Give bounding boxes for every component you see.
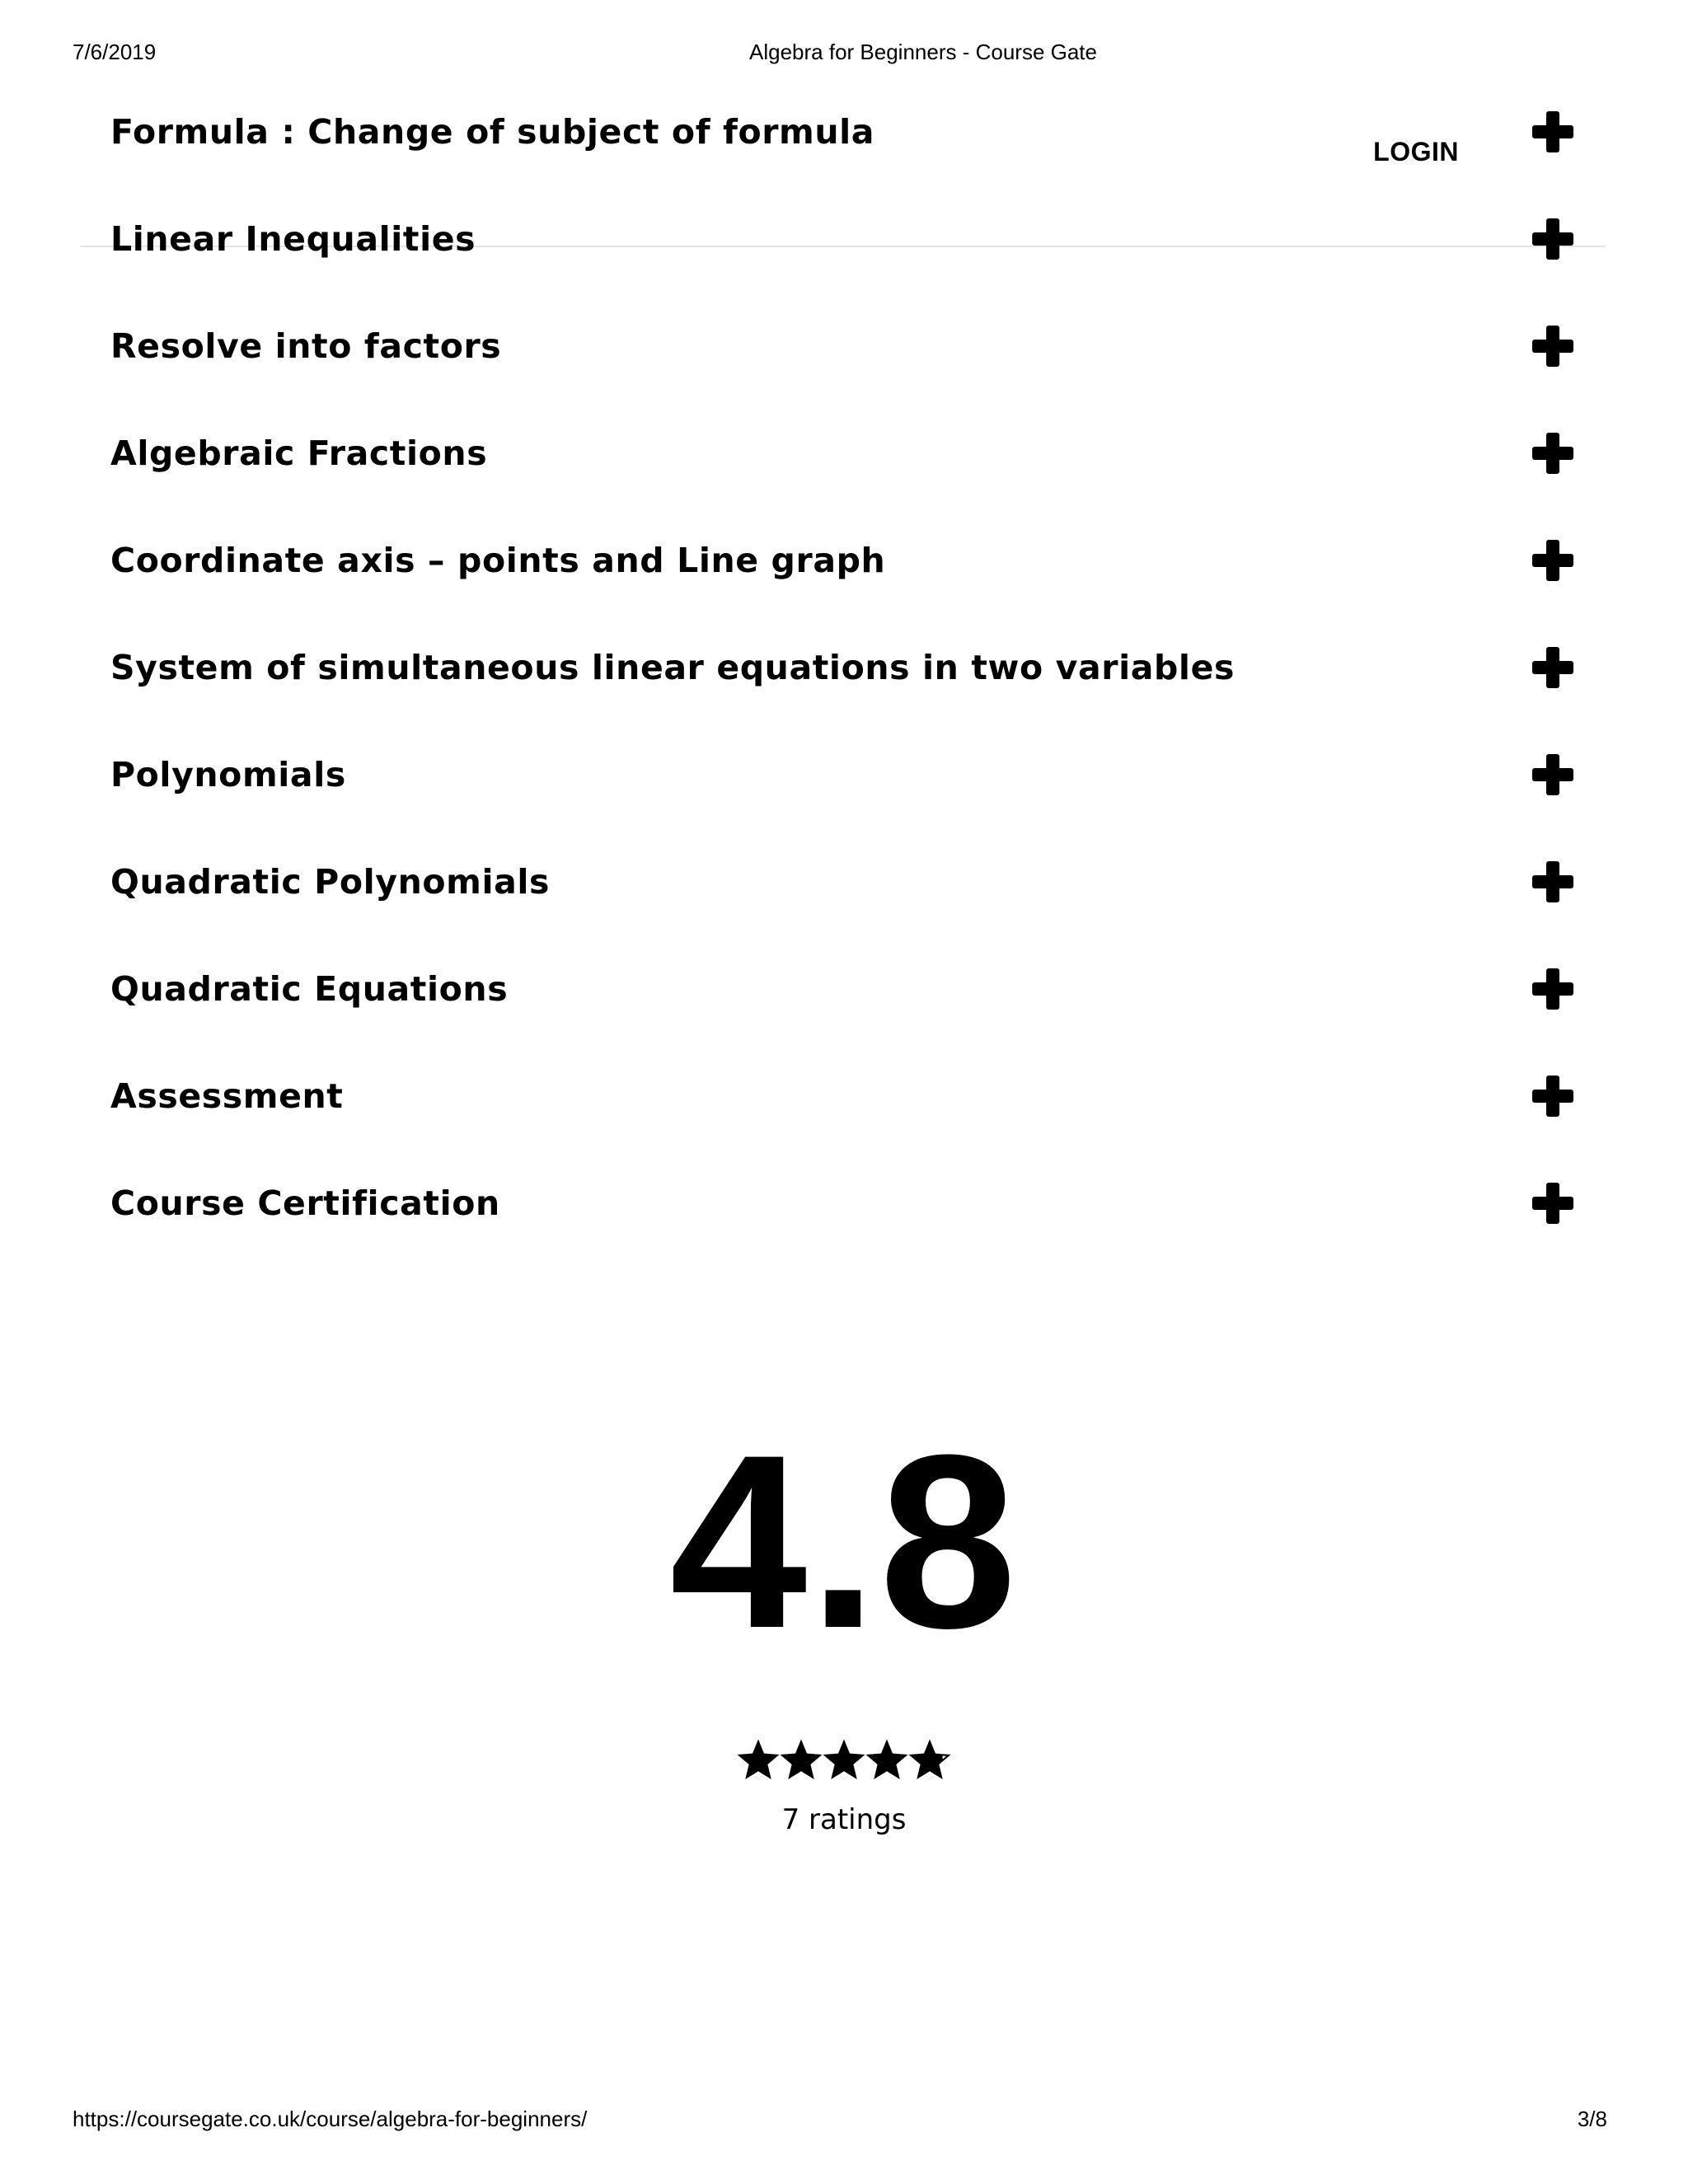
plus-icon[interactable] xyxy=(1532,218,1573,260)
curriculum-item-title: Quadratic Polynomials xyxy=(110,862,551,902)
plus-icon[interactable] xyxy=(1532,647,1573,688)
curriculum-item-title: Resolve into factors xyxy=(110,326,502,366)
print-page-number: 3/8 xyxy=(1577,2107,1607,2131)
curriculum-item-algebraic-fractions[interactable] xyxy=(110,400,1578,507)
curriculum-item-resolve-factors[interactable] xyxy=(110,293,1578,400)
curriculum-item-quadratic-polynomials[interactable] xyxy=(110,828,1578,935)
curriculum-item-course-certification[interactable] xyxy=(110,1150,1578,1257)
plus-icon[interactable] xyxy=(1532,754,1573,795)
rating-stars xyxy=(737,1739,951,1782)
curriculum-item-coordinate-axis[interactable] xyxy=(110,507,1578,614)
print-title: Algebra for Beginners - Course Gate xyxy=(749,40,1097,64)
curriculum-item-title: Algebraic Fractions xyxy=(110,434,488,473)
curriculum-item-title: Assessment xyxy=(110,1076,344,1116)
plus-icon[interactable] xyxy=(1532,861,1573,902)
curriculum-item-title: Course Certification xyxy=(110,1183,500,1223)
curriculum-item-title: Polynomials xyxy=(110,755,346,794)
plus-icon[interactable] xyxy=(1532,1076,1573,1117)
print-date: 7/6/2019 xyxy=(73,40,157,64)
rating-count: 7 ratings xyxy=(781,1803,907,1836)
star-icon xyxy=(737,1739,780,1782)
plus-icon[interactable] xyxy=(1532,433,1573,474)
plus-icon[interactable] xyxy=(1532,1183,1573,1224)
print-url: https://coursegate.co.uk/course/algebra-for-beginners/ xyxy=(73,2107,588,2131)
star-icon xyxy=(780,1739,823,1782)
plus-icon[interactable] xyxy=(1532,326,1573,367)
print-header xyxy=(0,40,1688,73)
curriculum-item-polynomials[interactable] xyxy=(110,721,1578,828)
rating-summary xyxy=(0,1403,1688,1836)
curriculum-item-title: System of simultaneous linear equations in two variables xyxy=(110,648,1235,687)
curriculum-list xyxy=(110,78,1578,1257)
curriculum-item-simultaneous-equations[interactable] xyxy=(110,614,1578,721)
star-icon xyxy=(908,1739,951,1782)
curriculum-item-title: Coordinate axis – points and Line graph xyxy=(110,541,886,580)
plus-icon[interactable] xyxy=(1532,111,1573,152)
star-icon xyxy=(865,1739,908,1782)
plus-icon[interactable] xyxy=(1532,540,1573,581)
rating-score: 4.8 xyxy=(669,1403,1019,1680)
plus-icon[interactable] xyxy=(1532,968,1573,1010)
curriculum-item-formula[interactable] xyxy=(110,78,1578,185)
curriculum-item-quadratic-equations[interactable] xyxy=(110,935,1578,1043)
login-link[interactable]: LOGIN xyxy=(1373,137,1459,166)
curriculum-item-title: Formula : Change of subject of formula xyxy=(110,112,875,152)
curriculum-item-linear-inequalities[interactable] xyxy=(110,185,1578,293)
star-icon xyxy=(823,1739,865,1782)
curriculum-item-title: Linear Inequalities xyxy=(110,219,476,259)
curriculum-item-title: Quadratic Equations xyxy=(110,969,509,1009)
curriculum-item-assessment[interactable] xyxy=(110,1043,1578,1150)
